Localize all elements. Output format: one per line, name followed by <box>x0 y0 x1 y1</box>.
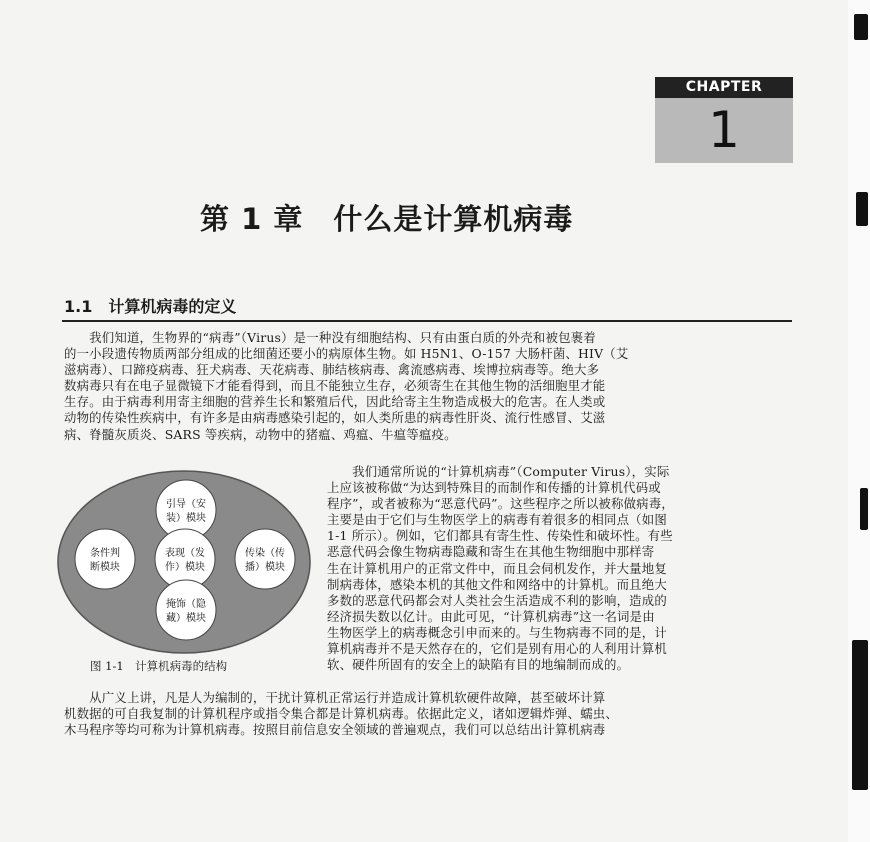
paragraph-1-line: 数病毒只有在电子显微镜下才能看得到，而且不能独立生存，必须寄生在其他生物的活细胞里才能 <box>64 378 606 394</box>
paragraph-2-line: 我们通常所说的“计算机病毒”（Computer Virus），实际 <box>327 464 670 479</box>
section-heading <box>64 294 236 317</box>
edge-mark <box>854 14 868 40</box>
paragraph-2-line: 恶意代码会像生物病毒隐藏和寄生在其他生物细胞中那样寄 <box>327 544 655 560</box>
paragraph-2-line: 生物医学上的病毒概念引申而来的。与生物病毒不同的是，计 <box>327 624 667 640</box>
chapter-badge-number: 1 <box>708 101 740 159</box>
paragraph-2-line: 生在计算机用户的正常文件中，而且会伺机发作，并大量地复 <box>327 560 667 576</box>
paragraph-2 <box>327 464 797 673</box>
infection-module-line: 传染（传 <box>245 548 285 559</box>
section-number: 1.1 <box>64 297 93 316</box>
paragraph-1-line: 滋病毒）、口蹄疫病毒、狂犬病毒、天花病毒、肺结核病毒、禽流感病毒、埃博拉病毒等。绝大多 <box>64 362 600 378</box>
paragraph-1-line: 的一小段遗传物质两部分组成的比细菌还要小的病原体生物。如 H5N1、O-157 大肠杆菌、HIV（艾 <box>64 346 629 362</box>
chapter-badge <box>655 77 793 163</box>
condition-module-line: 条件判 <box>90 548 120 559</box>
boot-module-line: 装）模块 <box>166 513 206 524</box>
figure-caption: 图 1-1 计算机病毒的结构 <box>90 659 228 673</box>
paragraph-2-line: 1-1 所示）。例如，它们都具有寄生性、传染性和破坏性。有些 <box>327 528 673 544</box>
section-title: 计算机病毒的定义 <box>108 297 237 316</box>
chapter-badge-band <box>655 77 793 98</box>
paragraph-3-line: 木马程序等均可称为计算机病毒。按照目前信息安全领域的普遍观点，我们可以总结出计算机病毒 <box>64 722 606 738</box>
virus-structure-diagram <box>55 468 313 660</box>
chapter-title: 第 1 章 什么是计算机病毒 <box>200 202 574 236</box>
boot-module-line: 引导（安 <box>166 499 206 510</box>
paragraph-2-line: 多数的恶意代码都会对人类社会生活造成不利的影响，造成的 <box>327 592 667 608</box>
condition-module-line: 断模块 <box>90 562 120 573</box>
edge-mark <box>852 640 868 790</box>
paragraph-1 <box>64 330 794 443</box>
stealth-module-line: 掩饰（隐 <box>166 599 206 610</box>
page-edge <box>848 0 870 842</box>
paragraph-2-line: 上应该被称做“为达到特殊目的而制作和传播的计算机代码或 <box>327 480 661 496</box>
paragraph-1-line: 动物的传染性疾病中，有许多是由病毒感染引起的，如人类所患的病毒性肝炎、流行性感冒、艾滋 <box>64 410 606 426</box>
paragraph-1-line: 我们知道，生物界的“病毒”（Virus）是一种没有细胞结构、只有由蛋白质的外壳和被包裹着 <box>64 330 596 345</box>
payload-module-line: 作）模块 <box>165 562 205 573</box>
paragraph-2-line: 程序”，或者被称为“恶意代码”。这些程序之所以被称做病毒， <box>327 496 674 512</box>
paragraph-2-line: 主要是由于它们与生物医学上的病毒有着很多的相同点（如图 <box>327 512 667 528</box>
edge-mark <box>856 192 868 226</box>
section-rule <box>62 320 792 322</box>
paragraph-2-line: 经济损失数以亿计。由此可见，“计算机病毒”这一名词是由 <box>327 608 655 624</box>
paragraph-2-line: 制病毒体，感染本机的其他文件和网络中的计算机。而且绝大 <box>327 576 667 592</box>
chapter-badge-label: CHAPTER <box>685 79 763 95</box>
infection-module <box>235 529 295 589</box>
stealth-module-line: 藏）模块 <box>166 613 206 624</box>
stealth-module <box>156 580 216 640</box>
condition-module <box>75 529 135 589</box>
payload-module-line: 表现（发 <box>165 548 205 559</box>
edge-mark <box>860 488 868 530</box>
paragraph-1-line: 病、脊髓灰质炎、SARS 等疾病，动物中的猪瘟、鸡瘟、牛瘟等瘟疫。 <box>64 426 457 442</box>
paragraph-3-line: 从广义上讲，凡是人为编制的，干扰计算机正常运行并造成计算机软硬件故障，甚至破坏计算 <box>64 690 606 705</box>
paragraph-1-line: 生存。由于病毒利用寄主细胞的营养生长和繁殖后代，因此给寄主生物造成极大的危害。在人类或 <box>64 394 606 410</box>
paragraph-2-line: 软、硬件所固有的安全上的缺陷有目的地编制而成的。 <box>327 657 630 673</box>
paragraph-3 <box>64 690 794 738</box>
paragraph-2-line: 算机病毒并不是天然存在的，它们是别有用心的人利用计算机 <box>327 641 667 657</box>
infection-module-line: 播）模块 <box>245 562 285 573</box>
paragraph-3-line: 机数据的可自我复制的计算机程序或指令集合都是计算机病毒。依据此定义，诸如逻辑炸弹、蠕虫、 <box>64 706 618 722</box>
